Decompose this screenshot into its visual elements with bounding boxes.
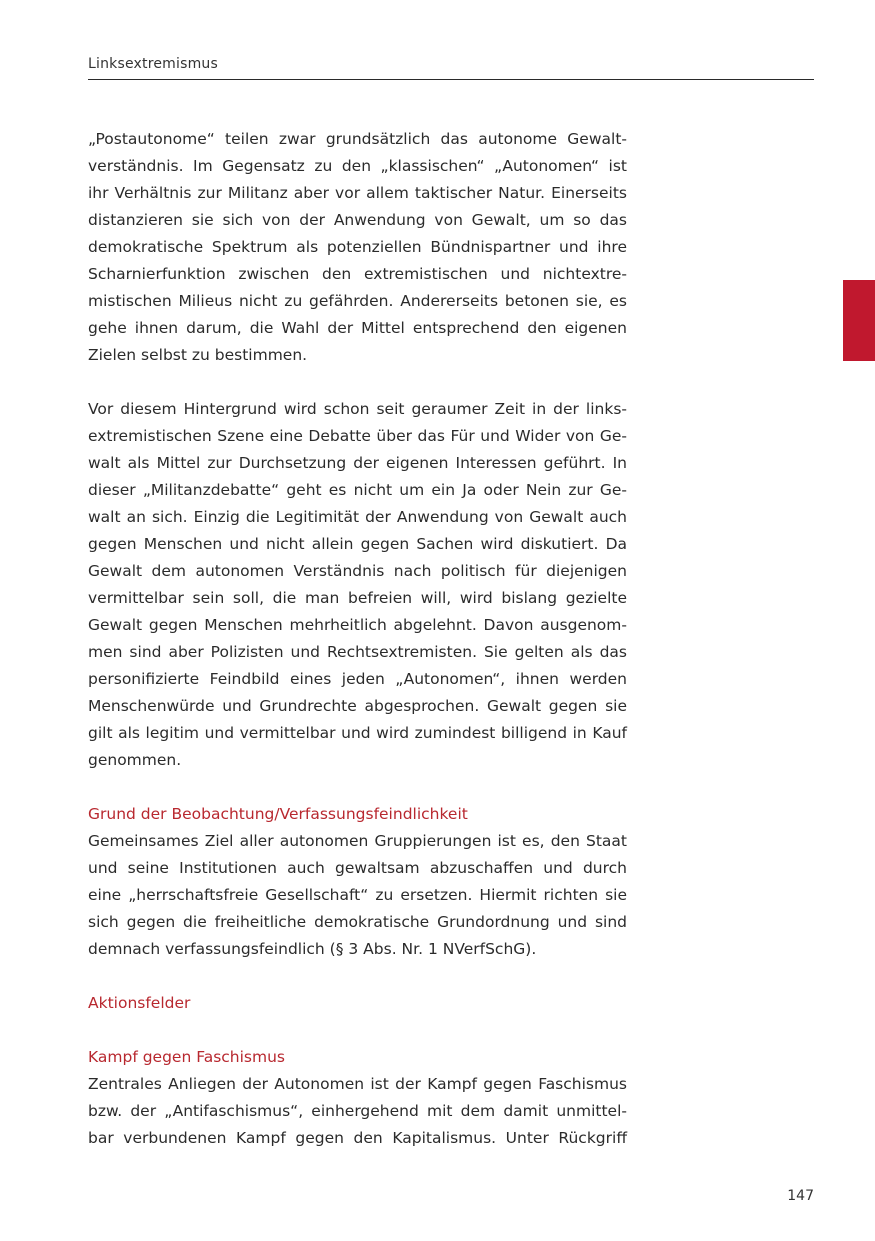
subsection-heading-faschismus: Kampf gegen Faschismus <box>88 1048 286 1066</box>
text-line: distanzieren sie sich von der Anwendung von Gewalt, um so das <box>88 211 627 229</box>
text-line: walt an sich. Einzig die Legitimität der Anwendung von Gewalt auch <box>88 508 627 526</box>
text-line: ihr Verhältnis zur Militanz aber vor allem taktischer Natur. Einerseits <box>88 184 627 202</box>
text-line: vermittelbar sein soll, die man befreien will, wird bislang gezielte <box>88 589 627 607</box>
chapter-marker-tab <box>843 280 875 361</box>
section-heading-verfassungsfeindlichkeit: Grund der Beobachtung/Verfassungsfeindlichkeit <box>88 805 468 823</box>
text-line: und seine Institutionen auch gewaltsam abzuschaffen und durch <box>88 859 627 877</box>
text-line: Scharnierfunktion zwischen den extremistischen und nichtextre- <box>88 265 627 283</box>
text-line: personifizierte Feindbild eines jeden „Autonomen“, ihnen werden <box>88 670 627 688</box>
text-line: gilt als legitim und vermittelbar und wird zumindest billigend in Kauf <box>88 724 627 742</box>
text-line: Gewalt dem autonomen Verständnis nach politisch für diejenigen <box>88 562 627 580</box>
text-line: demokratische Spektrum als potenziellen Bündnispartner und ihre <box>88 238 627 256</box>
text-line: walt als Mittel zur Durchsetzung der eigenen Interessen geführt. In <box>88 454 627 472</box>
text-line: eine „herrschaftsfreie Gesellschaft“ zu ersetzen. Hiermit richten sie <box>88 886 627 904</box>
paragraph-faschismus <box>88 1071 627 1152</box>
paragraph-militanzdebatte <box>88 396 627 774</box>
text-line: Gewalt gegen Menschen mehrheitlich abgelehnt. Davon ausgenom- <box>88 616 627 634</box>
text-line: demnach verfassungsfeindlich (§ 3 Abs. Nr. 1 NVerfSchG). <box>88 940 537 958</box>
text-line: gehe ihnen darum, die Wahl der Mittel entsprechend den eigenen <box>88 319 627 337</box>
section-heading-aktionsfelder: Aktionsfelder <box>88 994 191 1012</box>
text-line: verständnis. Im Gegensatz zu den „klassischen“ „Autonomen“ ist <box>88 157 627 175</box>
text-line: Zielen selbst zu bestimmen. <box>88 346 308 364</box>
text-line: men sind aber Polizisten und Rechtsextremisten. Sie gelten als das <box>88 643 627 661</box>
page-number: 147 <box>787 1188 814 1204</box>
header-rule <box>88 79 814 80</box>
text-line: sich gegen die freiheitliche demokratische Grundordnung und sind <box>88 913 627 931</box>
text-line: genommen. <box>88 751 182 769</box>
text-line: Gemeinsames Ziel aller autonomen Gruppierungen ist es, den Staat <box>88 832 627 850</box>
text-line: „Postautonome“ teilen zwar grundsätzlich das autonome Gewalt- <box>88 130 627 148</box>
text-line: Zentrales Anliegen der Autonomen ist der Kampf gegen Faschismus <box>88 1075 627 1093</box>
text-line: extremistischen Szene eine Debatte über das Für und Wider von Ge- <box>88 427 627 445</box>
paragraph-postautonome <box>88 126 627 369</box>
text-line: Menschenwürde und Grundrechte abgesprochen. Gewalt gegen sie <box>88 697 627 715</box>
text-line: gegen Menschen und nicht allein gegen Sachen wird diskutiert. Da <box>88 535 627 553</box>
text-line: dieser „Militanzdebatte“ geht es nicht um ein Ja oder Nein zur Ge- <box>88 481 627 499</box>
text-line: Vor diesem Hintergrund wird schon seit geraumer Zeit in der links- <box>88 400 627 418</box>
text-line: bzw. der „Antifaschismus“, einhergehend mit dem damit unmittel- <box>88 1102 627 1120</box>
running-header: Linksextremismus <box>88 56 218 72</box>
text-line: bar verbundenen Kampf gegen den Kapitalismus. Unter Rückgriff <box>88 1129 627 1147</box>
paragraph-verfassungsfeindlichkeit <box>88 828 627 963</box>
text-line: mistischen Milieus nicht zu gefährden. Andererseits betonen sie, es <box>88 292 627 310</box>
